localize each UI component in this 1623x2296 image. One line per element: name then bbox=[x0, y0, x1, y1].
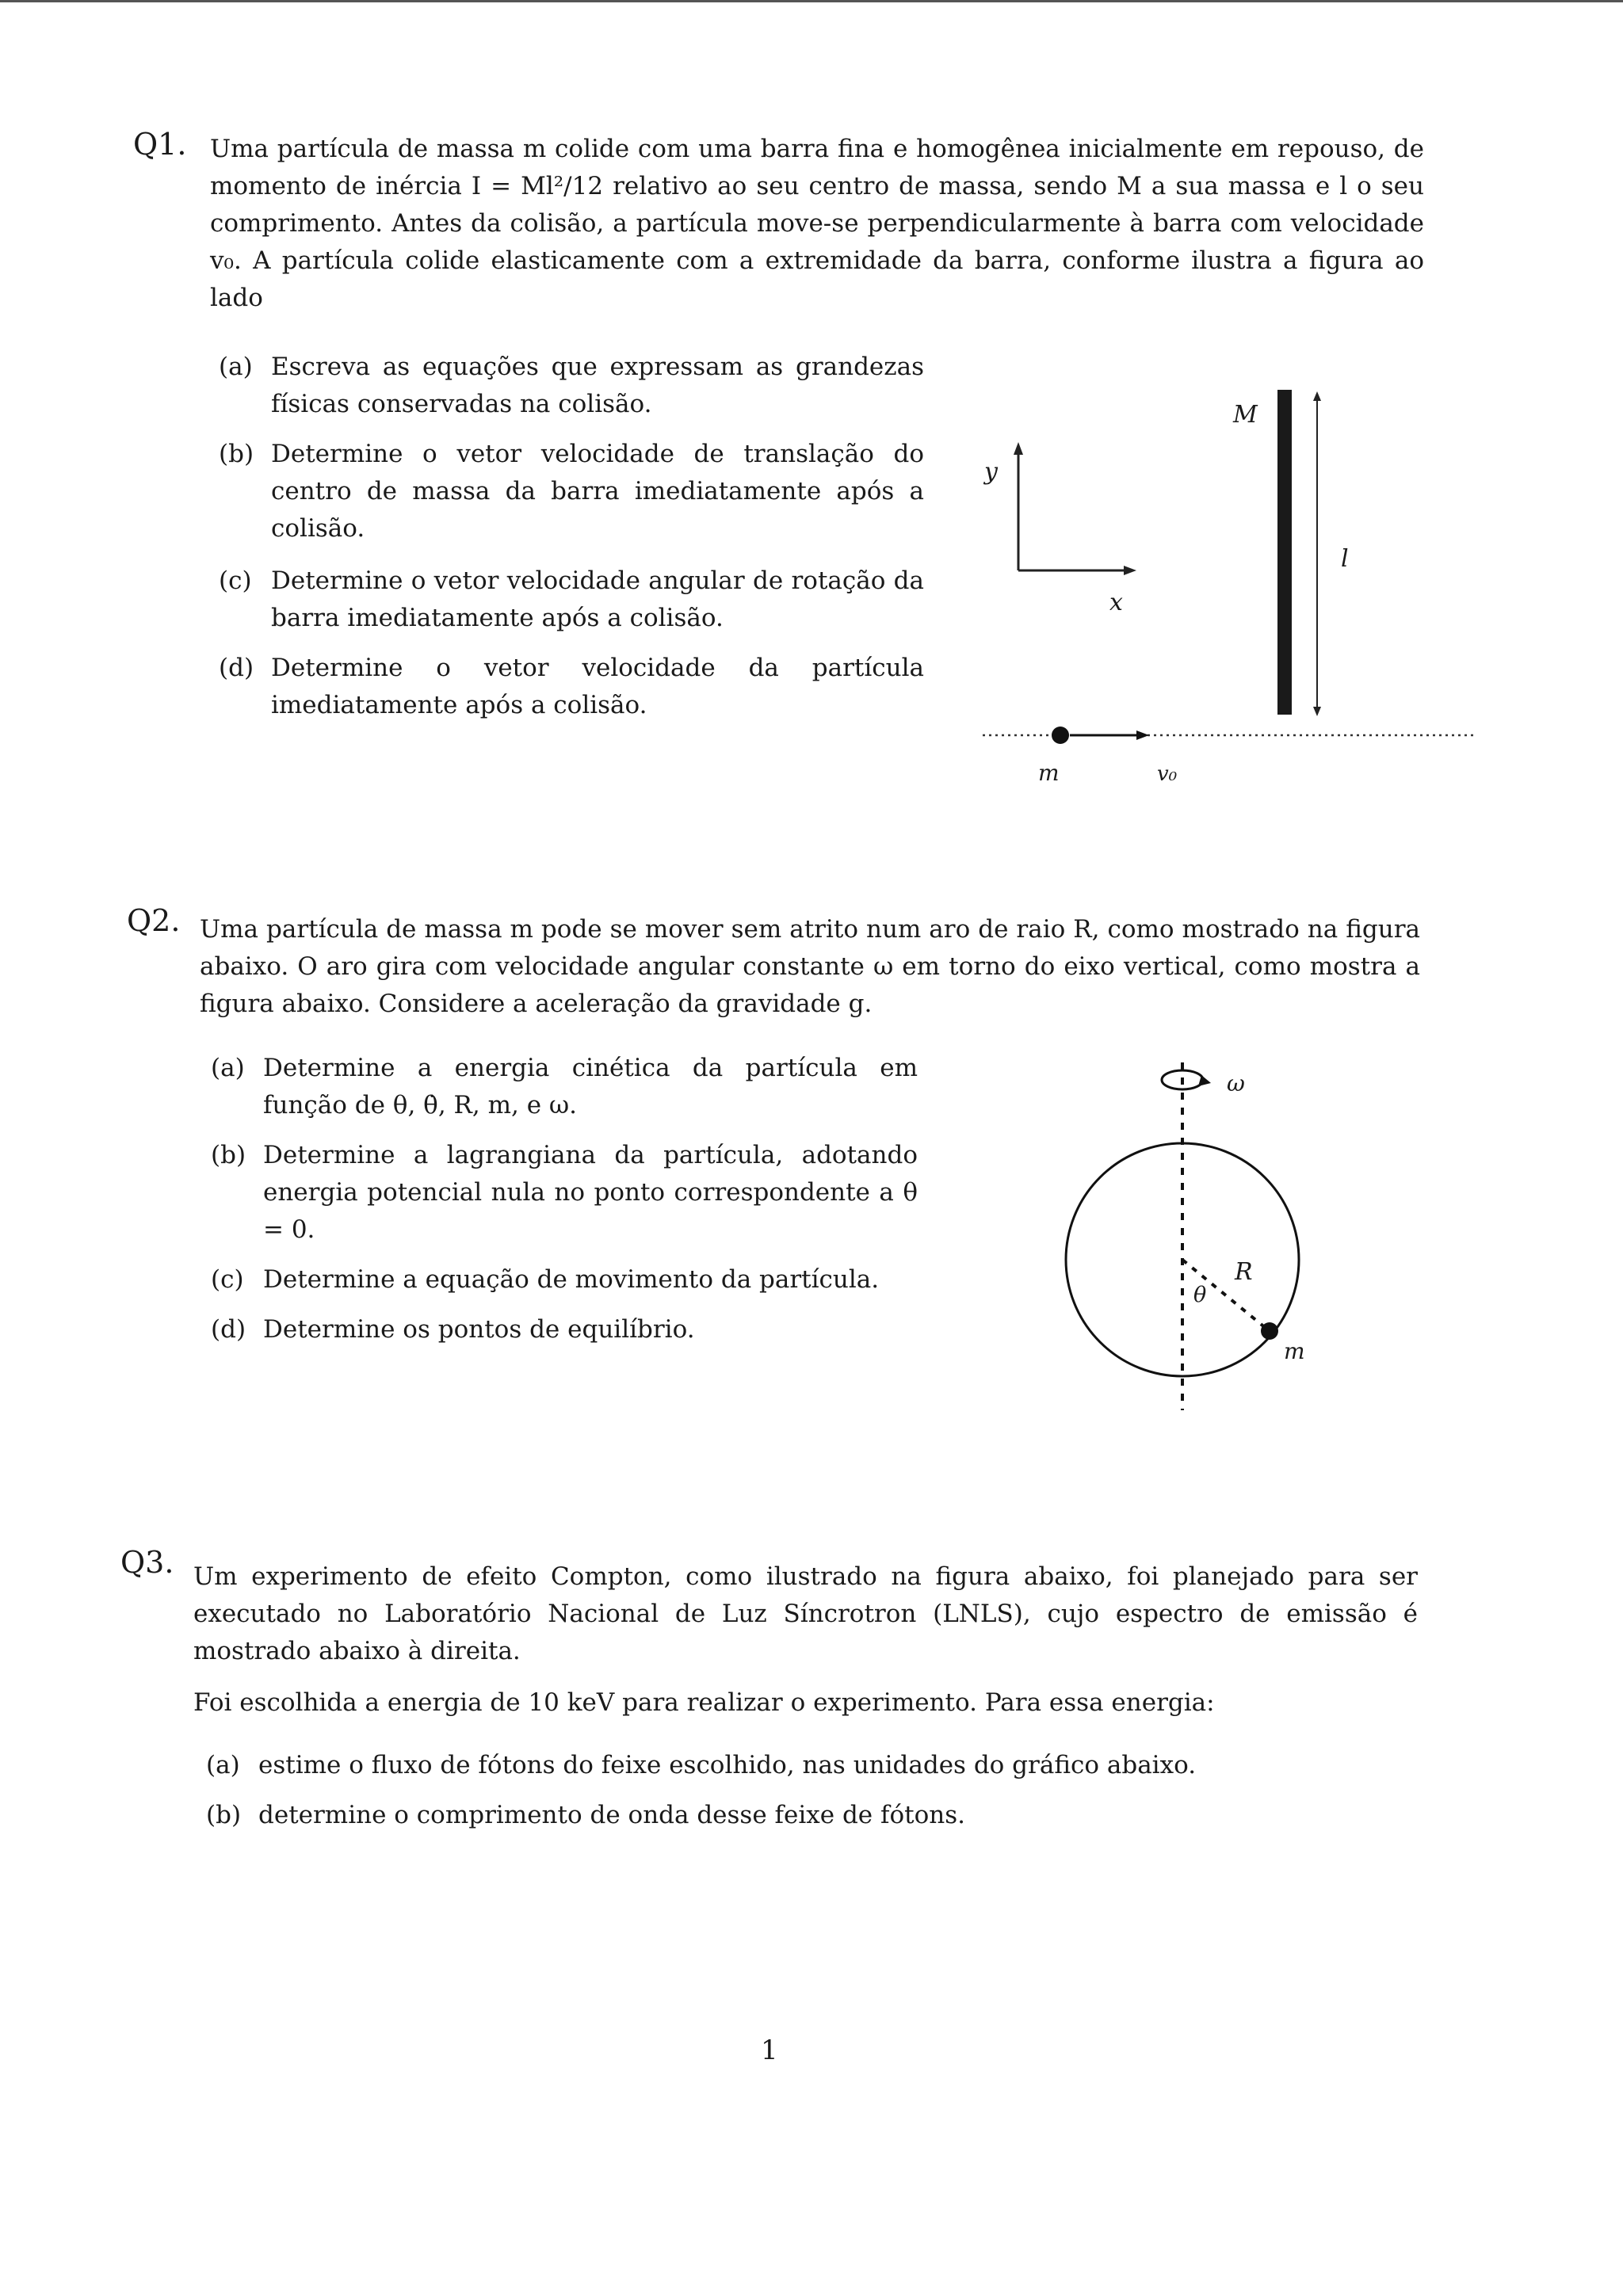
q3-item-a-label: (a) bbox=[206, 1751, 240, 1779]
q2-item-c-label: (c) bbox=[211, 1265, 244, 1294]
top-border bbox=[0, 0, 1623, 2]
q2-label: Q2. bbox=[127, 903, 181, 938]
q1-item-a-text: Escreva as equações que expressam as grandezas físicas conservadas na colisão. bbox=[271, 353, 924, 418]
q3-item-b-text: determine o comprimento de onda desse feixe de fótons. bbox=[258, 1801, 965, 1829]
q1-item-b-text: Determine o vetor velocidade de translação do centro de massa da barra imediatamente após a colisão. bbox=[271, 440, 924, 543]
q1-item-a bbox=[219, 349, 924, 423]
q2-item-a-text: Determine a energia cinética da partícula em função de θ, θ̇, R, m, e ω. bbox=[263, 1054, 918, 1119]
q3-intro-2: Foi escolhida a energia de 10 keV para realizar o experimento. Para essa energia: bbox=[193, 1688, 1215, 1717]
q3-item-a bbox=[206, 1747, 1395, 1784]
x-axis-label: x bbox=[1109, 589, 1123, 616]
x-axis-arrow bbox=[1124, 566, 1136, 575]
particle-mass-label: m bbox=[1038, 760, 1060, 786]
q2-item-d bbox=[211, 1311, 918, 1348]
y-axis-label: y bbox=[984, 458, 998, 486]
length-arrow-top bbox=[1313, 391, 1321, 401]
rotation-arrowhead-icon bbox=[1198, 1075, 1211, 1086]
q1-item-c bbox=[219, 563, 924, 637]
rod bbox=[1277, 390, 1292, 715]
q2-item-a bbox=[211, 1050, 918, 1124]
q2-intro: Uma partícula de massa m pode se mover sem atrito num aro de raio R, como mostrado na figura abaixo. O aro gira com velocidade angular constante ω em torno do eixo vertical, como mostra a figura abaixo. Considere a aceleração da gravidade g. bbox=[200, 915, 1420, 1018]
q2-item-c-text: Determine a equação de movimento da partícula. bbox=[263, 1265, 880, 1294]
q3-item-a-text: estime o fluxo de fótons do feixe escolhido, nas unidades do gráfico abaixo. bbox=[258, 1751, 1197, 1779]
q3-intro: Um experimento de efeito Compton, como ilustrado na figura abaixo, foi planejado para ser executado no Laboratório Nacional de Luz Síncrotron (LNLS), cujo espectro de emissão é mostrado abaixo à direita. bbox=[193, 1562, 1418, 1665]
q3-label: Q3. bbox=[120, 1545, 174, 1580]
q2-item-b bbox=[211, 1137, 918, 1249]
particle-mass-label: m bbox=[1284, 1338, 1305, 1364]
q2-item-b-label: (b) bbox=[211, 1141, 246, 1169]
velocity-arrow bbox=[1136, 730, 1149, 740]
q2-item-b-text: Determine a lagrangiana da partícula, adotando energia potencial nula no ponto correspondente a θ = 0. bbox=[263, 1141, 918, 1244]
particle bbox=[1261, 1322, 1278, 1340]
rod-length-label: l bbox=[1341, 545, 1349, 573]
q1-item-a-label: (a) bbox=[219, 353, 253, 381]
q1-item-b-label: (b) bbox=[219, 440, 254, 468]
q1-label: Q1. bbox=[133, 127, 187, 162]
particle bbox=[1052, 727, 1069, 744]
q1-item-c-label: (c) bbox=[219, 566, 252, 595]
q1-item-d-label: (d) bbox=[219, 654, 254, 682]
q1-item-c-text: Determine o vetor velocidade angular de rotação da barra imediatamente após a colisão. bbox=[271, 566, 924, 632]
q1-intro: Uma partícula de massa m colide com uma barra fina e homogênea inicialmente em repouso, de momento de inércia I = Ml²/12 relativo ao seu centro de massa, sendo M a sua massa e l o seu comprimento. Antes da colisão, a partícula move-se perpendicularmente à barra com velocidade v₀. A partícula colide elasticamente com a extremidade da barra, conforme ilustra a figura ao lado bbox=[210, 135, 1424, 312]
length-arrow-bottom bbox=[1313, 707, 1321, 716]
omega-label: ω bbox=[1227, 1070, 1245, 1097]
y-axis-arrow bbox=[1014, 442, 1023, 455]
q1-item-d bbox=[219, 650, 924, 724]
page-number: 1 bbox=[761, 2035, 778, 2066]
q2-item-d-text: Determine os pontos de equilíbrio. bbox=[263, 1315, 695, 1344]
q2-figure bbox=[1046, 1050, 1331, 1418]
rod-mass-label: M bbox=[1233, 401, 1258, 429]
q2-item-a-label: (a) bbox=[211, 1054, 245, 1082]
q3-item-b bbox=[206, 1797, 1395, 1834]
radius-label: R bbox=[1235, 1258, 1253, 1286]
q2-item-d-label: (d) bbox=[211, 1315, 246, 1344]
q1-item-b bbox=[219, 436, 924, 547]
q1-item-d-text: Determine o vetor velocidade da partícula imediatamente após a colisão. bbox=[271, 654, 924, 719]
theta-label: θ bbox=[1193, 1283, 1207, 1307]
velocity-label: v₀ bbox=[1157, 762, 1178, 786]
q2-item-c bbox=[211, 1261, 918, 1299]
q3-item-b-label: (b) bbox=[206, 1801, 242, 1829]
q1-figure bbox=[984, 372, 1490, 800]
